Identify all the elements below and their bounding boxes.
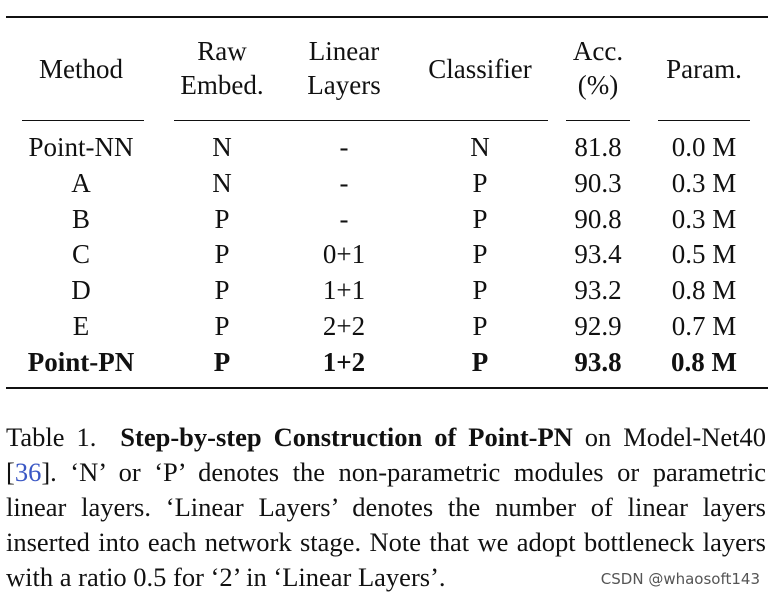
cell-param: 0.7 M bbox=[671, 311, 737, 341]
cell-raw-embed: P bbox=[214, 239, 230, 270]
cell-classifier: P bbox=[472, 239, 488, 270]
cell-param: 0.0 M bbox=[671, 132, 737, 162]
top-rule bbox=[6, 16, 768, 18]
cell-classifier: P bbox=[471, 346, 489, 377]
cmidrule-method bbox=[22, 120, 144, 121]
cell-param: 0.3 M bbox=[671, 203, 737, 234]
cell-acc: 93.8 bbox=[574, 346, 622, 377]
cmidrule-acc bbox=[566, 120, 630, 121]
cell-method: Point-PN bbox=[27, 346, 135, 377]
caption-title: Step-by-step Construction of Point-PN bbox=[120, 422, 573, 452]
cell-linear-layers: 1+2 bbox=[322, 346, 366, 377]
cell-acc: 93.4 bbox=[574, 239, 622, 270]
cell-method: Point-NN bbox=[28, 132, 134, 162]
caption-text-a: on Model-Net40 [ bbox=[6, 422, 767, 487]
caption-label: Table 1. bbox=[6, 422, 97, 452]
cell-classifier: P bbox=[472, 203, 488, 234]
cell-acc: 90.3 bbox=[574, 167, 622, 198]
bottom-rule bbox=[6, 387, 768, 389]
cell-acc: 93.2 bbox=[574, 275, 622, 306]
cmidrule-param bbox=[658, 120, 750, 121]
cell-linear-layers: 0+1 bbox=[322, 239, 366, 270]
cell-acc: 81.8 bbox=[574, 132, 622, 162]
cell-linear-layers: - bbox=[339, 132, 349, 162]
header-param: Param. bbox=[666, 54, 742, 84]
cell-classifier: P bbox=[472, 275, 488, 306]
cell-classifier: P bbox=[472, 167, 488, 198]
cell-param: 0.8 M bbox=[671, 275, 737, 306]
cell-raw-embed: P bbox=[214, 311, 230, 341]
cell-raw-embed: N bbox=[212, 132, 232, 162]
cell-method: D bbox=[71, 275, 91, 306]
cell-param: 0.3 M bbox=[671, 167, 737, 198]
cell-linear-layers: - bbox=[339, 203, 349, 234]
cell-raw-embed: P bbox=[214, 275, 230, 306]
header-raw-embed: Raw Embed. bbox=[180, 36, 264, 100]
header-method: Method bbox=[39, 54, 123, 84]
cell-linear-layers: - bbox=[339, 167, 349, 198]
cell-linear-layers: 2+2 bbox=[322, 311, 366, 341]
cell-acc: 90.8 bbox=[574, 203, 622, 234]
table-caption bbox=[6, 420, 766, 595]
header-acc: Acc. (%) bbox=[572, 36, 624, 100]
cell-param: 0.5 M bbox=[671, 239, 737, 270]
header-linear-layers: Linear Layers bbox=[307, 36, 381, 100]
cell-raw-embed: P bbox=[213, 346, 231, 377]
cell-acc: 92.9 bbox=[574, 311, 622, 341]
cell-raw-embed: P bbox=[214, 203, 230, 234]
citation-link[interactable]: 36 bbox=[14, 457, 42, 487]
cmidrule-components bbox=[174, 120, 548, 121]
watermark: CSDN @whaosoft143 bbox=[600, 570, 760, 588]
cell-method: C bbox=[71, 239, 90, 270]
cell-classifier: N bbox=[470, 132, 490, 162]
cell-method: A bbox=[71, 167, 91, 198]
caption-text-b: ]. ‘N’ or ‘P’ denotes the non-parametric modules or parametric linear layers. ‘Linear Layers’ denotes the number of linear layers inserted into each network stage. Note that we adopt bottleneck layers with a ratio 0.5 for ‘2’ in ‘Linear Layers’. bbox=[6, 457, 766, 592]
cell-raw-embed: N bbox=[212, 167, 232, 198]
cell-param: 0.8 M bbox=[671, 346, 737, 377]
cell-classifier: P bbox=[472, 311, 488, 341]
cell-method: B bbox=[71, 203, 90, 234]
cell-method: E bbox=[72, 311, 90, 341]
cell-linear-layers: 1+1 bbox=[322, 275, 366, 306]
header-classifier: Classifier bbox=[428, 54, 532, 84]
